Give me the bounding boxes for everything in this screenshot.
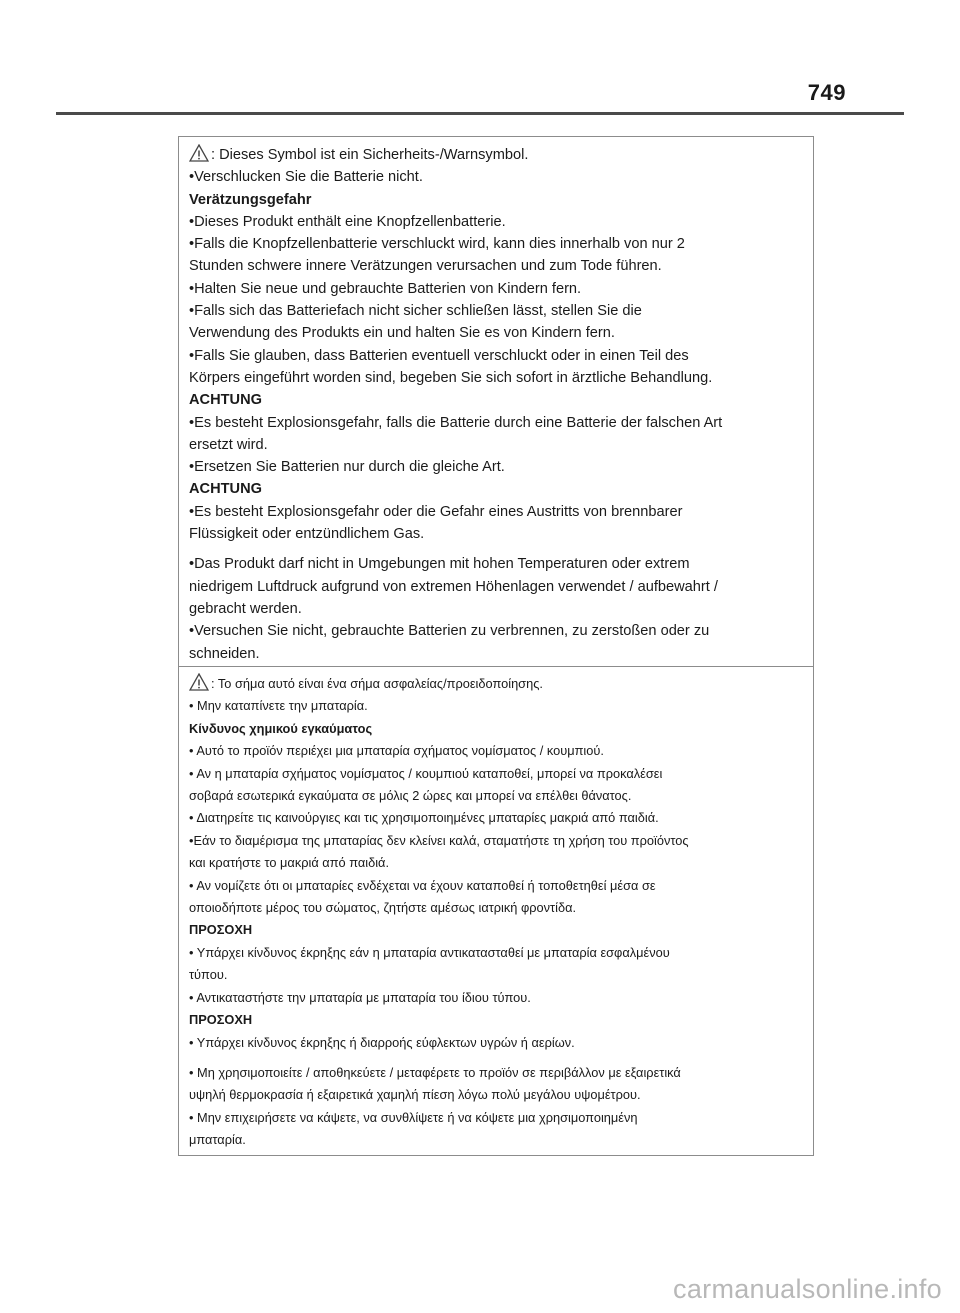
el-line: τύπου.	[189, 967, 228, 983]
de-line: •Das Produkt darf nicht in Umgebungen mit hohen Temperaturen oder extrem	[189, 556, 690, 573]
de-line: •Falls Sie glauben, dass Batterien eventuell verschluckt oder in einen Teil des	[189, 347, 689, 364]
watermark: carmanualsonline.info	[673, 1274, 942, 1304]
el-line: μπαταρία.	[189, 1132, 246, 1148]
german-symbol-text: : Dieses Symbol ist ein Sicherheits-/Warnsymbol.	[211, 147, 529, 163]
el-line: οποιοδήποτε μέρος του σώματος, ζητήστε αμέσως ιατρική φροντίδα.	[189, 900, 577, 916]
de-line: ersetzt wird.	[189, 436, 268, 453]
el-line: •Εάν το διαμέρισμα της μπαταρίας δεν κλείνει καλά, σταματήστε τη χρήση του προϊόντος	[189, 832, 689, 848]
de-heading: ACHTUNG	[189, 481, 262, 498]
el-heading: Κίνδυνος χημικού εγκαύματος	[189, 720, 373, 736]
el-line: • Αν η μπαταρία σχήματος νομίσματος / κουμπιού καταποθεί, μπορεί να προκαλέσει	[189, 765, 663, 781]
de-line: •Versuchen Sie nicht, gebrauchte Batterien zu verbrennen, zu zerstoßen oder zu	[189, 623, 710, 640]
de-line: Körpers eingeführt worden sind, begeben Sie sich sofort in ärztliche Behandlung.	[189, 369, 713, 386]
de-line: •Falls die Knopfzellenbatterie verschluckt wird, kann dies innerhalb von nur 2	[189, 236, 685, 253]
el-line: • Αυτό το προϊόν περιέχει μια μπαταρία σχήματος νομίσματος / κουμπιού.	[189, 743, 604, 759]
el-line: • Διατηρείτε τις καινούργιες και τις χρησιμοποιημένες μπαταρίες μακριά από παιδιά.	[189, 810, 659, 826]
de-line: •Es besteht Explosionsgefahr oder die Gefahr eines Austritts von brennbarer	[189, 503, 683, 520]
el-line: • Μη χρησιμοποιείτε / αποθηκεύετε / μεταφέρετε το προϊόν σε περιβάλλον με εξαιρετικά	[189, 1064, 681, 1080]
de-heading: ACHTUNG	[189, 392, 262, 409]
de-line: Verwendung des Produkts ein und halten Sie es von Kindern fern.	[189, 325, 615, 342]
greek-symbol-text: : Το σήμα αυτό είναι ένα σήμα ασφαλείας/προειδοποίησης.	[211, 676, 543, 691]
el-line: σοβαρά εσωτερικά εγκαύματα σε μόλις 2 ώρες και μπορεί να επέλθει θάνατος.	[189, 788, 632, 804]
de-line: •Ersetzen Sie Batterien nur durch die gleiche Art.	[189, 459, 505, 476]
de-line: Stunden schwere innere Verätzungen verursachen und zum Tode führen.	[189, 258, 662, 275]
de-line: niedrigem Luftdruck aufgrund von extremen Höhenlagen verwendet / aufbewahrt /	[189, 578, 718, 595]
de-line: •Halten Sie neue und gebrauchte Batterien von Kindern fern.	[189, 280, 582, 297]
page-number: 749	[807, 80, 846, 105]
header-rule	[56, 112, 904, 115]
greek-warning-box	[178, 666, 814, 1156]
de-line: gebracht werden.	[189, 600, 302, 617]
el-line: και κρατήστε το μακριά από παιδιά.	[189, 855, 390, 871]
el-line: • Αντικαταστήστε την μπαταρία με μπαταρία του ίδιου τύπου.	[189, 989, 531, 1005]
el-line: • Μην επιχειρήσετε να κάψετε, να συνθλίψετε ή να κόψετε μια χρησιμοποιημένη	[189, 1109, 638, 1125]
warning-triangle-icon	[189, 144, 209, 162]
el-line: υψηλή θερμοκρασία ή εξαιρετικά χαμηλή πίεση λόγω πολύ μεγάλου υψομέτρου.	[189, 1087, 641, 1103]
german-symbol-note	[189, 144, 803, 166]
el-line: • Μην καταπίνετε την μπαταρία.	[189, 698, 368, 714]
de-heading: Verätzungsgefahr	[189, 191, 312, 208]
de-line: Flüssigkeit oder entzündlichem Gas.	[189, 526, 425, 543]
de-line: •Verschlucken Sie die Batterie nicht.	[189, 169, 423, 186]
el-line: • Υπάρχει κίνδυνος έκρηξης ή διαρροής εύφλεκτων υγρών ή αερίων.	[189, 1034, 575, 1050]
el-line: • Υπάρχει κίνδυνος έκρηξης εάν η μπαταρία αντικατασταθεί με μπαταρία εσφαλμένου	[189, 944, 670, 960]
el-heading: ΠΡΟΣΟΧΗ	[189, 922, 253, 938]
german-warning-box	[178, 136, 814, 667]
el-gap	[189, 1054, 803, 1062]
greek-symbol-note	[189, 673, 803, 695]
de-line: •Falls sich das Batteriefach nicht sicher schließen lässt, stellen Sie die	[189, 303, 642, 320]
de-line: schneiden.	[189, 645, 260, 662]
de-gap	[189, 545, 803, 553]
de-line: •Es besteht Explosionsgefahr, falls die Batterie durch eine Batterie der falschen Art	[189, 414, 723, 431]
warning-triangle-icon	[189, 673, 209, 691]
el-heading: ΠΡΟΣΟΧΗ	[189, 1012, 253, 1028]
el-line: • Αν νομίζετε ότι οι μπαταρίες ενδέχεται να έχουν καταποθεί ή τοποθετηθεί μέσα σε	[189, 877, 656, 893]
de-line: •Dieses Produkt enthält eine Knopfzellenbatterie.	[189, 213, 506, 230]
